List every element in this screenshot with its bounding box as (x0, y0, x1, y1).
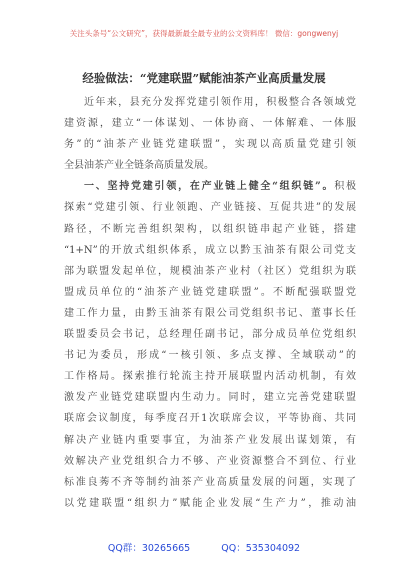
paragraph-2-line: 标准良莠不齐等制约油茶产业高质量发展的问题，实现了 (64, 476, 356, 488)
paragraph-2-line: 书记为委员，形成“一核引领、多点支撑、全域联动”的 (64, 350, 356, 362)
paragraph-2-line: 激发产业链党建联盟内生动力。同时，建立完善党建联盟 (64, 392, 356, 404)
section-heading: 一、坚持党建引领，在产业链上健全“组织链”。 (84, 181, 335, 193)
paragraph-2-line: 路径，不断完善组织架构，以组织链串起产业链，搭建 (64, 223, 356, 235)
paragraph-2-line: 建工作力量，由黔玉油茶有限公司党组织书记、董事长任 (64, 307, 356, 319)
paragraph-1-line: 建资源，建立“一体谋划、一体协商、一体解难、一体服 (64, 118, 356, 130)
paragraph-1-line: 务”的“油茶产业链党建联盟”，实现以高质量党建引领 (64, 139, 356, 151)
paragraph-2-line: 探索“党建引领、行业领跑、产业链接、互促共进”的发展 (64, 202, 356, 214)
footer-contact (0, 540, 408, 554)
qq-number: QQ：535304092 (221, 543, 301, 554)
paragraph-2-line: 效解决产业党组织合力不够、产业资源整合不到位、行业 (64, 455, 356, 467)
section-heading-tail: 积极 (334, 181, 356, 193)
header-note: 关注头条号“公文研究”，获得最新最全最专业的公文资料库！ 微信：gongwenyj (69, 29, 339, 38)
paragraph-2-line: 以党建联盟“组织力”赋能企业发展“生产力”，推动油 (64, 497, 356, 509)
paragraph-2-line: 联席会议制度，每季度召开1次联席会议，平等协商、共同 (64, 413, 356, 425)
document-body (64, 92, 356, 514)
paragraph-2-line: 解决产业链内重要事宜，为油茶产业发展出谋划策，有 (64, 434, 356, 446)
paragraph-1-line: 全县油茶产业全链条高质量发展。 (64, 160, 214, 172)
paragraph-2-line: 工作格局。探索推行轮流主持开展联盟内活动机制，有效 (64, 371, 356, 383)
page-title: 经验做法：“党建联盟”赋能油茶产业高质量发展 (82, 71, 326, 85)
paragraph-1-line: 近年来，县充分发挥党建引领作用，积极整合各领域党 (84, 97, 356, 108)
qq-group-number: QQ群：30265665 (107, 543, 191, 554)
paragraph-2-line: “1+N”的开放式组织体系，成立以黔玉油茶有限公司党支 (64, 244, 356, 256)
section-heading-line (64, 176, 356, 197)
paragraph-2-line: 部为联盟发起单位，规模油茶产业村（社区）党组织为联 (64, 265, 356, 277)
paragraph-2-line: 盟成员单位的“油茶产业链党建联盟”。不断配强联盟党 (64, 286, 356, 298)
paragraph-2-line: 联盟委员会书记，总经理任副书记，部分成员单位党组织 (64, 329, 356, 341)
